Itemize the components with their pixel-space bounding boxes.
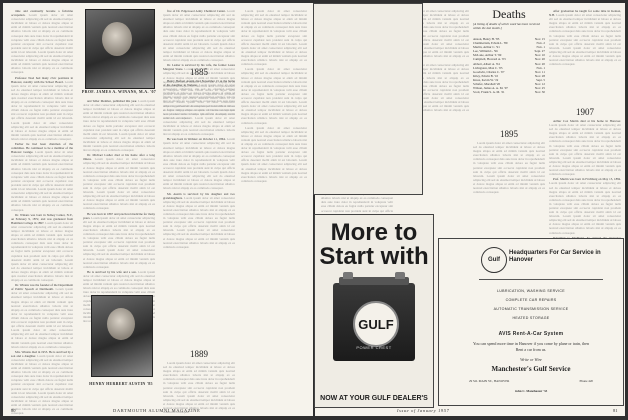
death-date: Nov. 25 xyxy=(534,86,545,91)
death-date: Nov. 12 xyxy=(534,82,545,87)
death-date: Nov. 15 xyxy=(534,37,545,41)
class-year-heading: 1907 xyxy=(576,107,594,117)
rental-note: Rent a car from us. xyxy=(515,347,547,352)
contact-line: Write or Wire xyxy=(520,357,542,362)
ad-footer: NOW AT YOUR GULF DEALER'S xyxy=(320,395,428,402)
gulf-battery-ad xyxy=(314,214,434,408)
death-name: Abbott, Albert A. '04 xyxy=(473,61,500,66)
deaths-intro: [A listing of deaths of which word has been received within the last month.] xyxy=(473,22,540,30)
right-column-3 xyxy=(473,141,545,223)
battery-label: POWER CREST xyxy=(356,345,392,350)
death-date: Nov. 28 xyxy=(534,73,545,78)
business-name: Manchester's Gulf Service xyxy=(491,365,571,373)
paragraph: Dr. Lasher is survived by his wife, the former Laura Margaret Stone. Lorem ipsum dolor sit amet consectetur adipiscing elit sed do eiusmod tempor incididunt ut labore et dolore magna aliqua ut enim ad minim veniam quis nostrud exercitation ullamco laboris nisi ut aliquip ex ea commodo consequat duis aute irure dolor in reprehenderit in voluptate velit esse cillum dolore eu fugiat nulla pariatur excepteur sint occaecat cupidatat non proident sunt in culpa qui officia deserunt mollit anim id est laborum. Lorem ipsum dolor sit amet consectetur adipiscing elit sed do eiusmod tempor incididunt ut labore et dolore magna aliqua ut enim ad minim veniam quis nostrud exercitation ullamco laboris nisi ut aliquip ex ea commodo consequat. xyxy=(163,63,235,120)
rental-line: AVIS Rent-A-Car System xyxy=(498,331,564,337)
service-line: COMPLETE CAR REPAIRS xyxy=(505,298,557,302)
death-name: Wilson, James A. A. M. '07 xyxy=(473,86,508,91)
ad-headline: More to Start with xyxy=(319,219,429,270)
paragraph: He was born in Webster on October 11, 1864. Lorem ipsum dolor sit amet consectetur adipiscing elit sed do eiusmod tempor incididunt ut labore et dolore magna aliqua ut enim ad minim veniam quis nostrud exercitation ullamco laboris nisi ut aliquip ex ea commodo consequat duis aute irure dolor in reprehenderit in voluptate velit esse cillum dolore eu fugiat nulla pariatur excepteur sint occaecat cupidatat non proident sunt in culpa qui officia deserunt mollit anim id est laborum. Lorem ipsum dolor sit amet consectetur adipiscing elit sed do eiusmod tempor incididunt ut labore et dolore magna aliqua ut enim ad minim veniam quis nostrud exercitation ullamco laboris nisi ut aliquip ex ea commodo consequat. xyxy=(163,137,235,190)
paragraph xyxy=(241,9,307,66)
ad-headline: Headquarters For Car Service in Hanover xyxy=(509,250,601,263)
paragraph: Henry Herbert Austin died November 15 at the home of his daughter in Webster. Lorem ipsum dolor sit amet consectetur adipiscing elit sed do eiusmod tempor incididunt ut labore et dolore magna aliqua ut enim ad minim veniam quis nostrud exercitation ullamco laboris nisi ut aliquip ex ea commodo consequat duis aute irure dolor in reprehenderit in voluptate velit esse cillum dolore eu fugiat nulla pariatur excepteur sint occaecat cupidatat non proident sunt in culpa qui officia deserunt mollit anim id est laborum. Lorem ipsum dolor sit amet consectetur adipiscing elit sed do eiusmod tempor incididunt ut labore et dolore magna aliqua ut enim ad minim veniam quis nostrud exercitation ullamco laboris nisi ut aliquip ex ea commodo consequat. xyxy=(163,79,235,136)
left-column-3 xyxy=(83,99,155,289)
left-column-1 xyxy=(11,9,73,407)
paragraph: Prof. Martin was born in Fitchburg on May 15, 1884. Lorem ipsum dolor sit amet consectetur adipiscing elit sed do eiusmod tempor incididunt ut labore et dolore magna aliqua ut enim ad minim veniam quis nostrud exercitation ullamco laboris nisi ut aliquip ex ea commodo consequat duis aute irure dolor in reprehenderit in voluptate velit esse cillum dolore eu fugiat nulla pariatur excepteur sint occaecat cupidatat non proident sunt in culpa qui officia deserunt mollit anim id est laborum. Lorem ipsum dolor sit amet consectetur adipiscing elit sed do eiusmod tempor incididunt ut labore et dolore magna aliqua ut enim ad minim veniam quis nostrud exercitation ullamco laboris nisi ut aliquip ex ea commodo consequat. xyxy=(549,177,621,234)
owner: John C. Manchester '33 xyxy=(514,389,548,393)
death-date: Nov. 20 xyxy=(534,57,545,62)
gulf-badge: Gulf xyxy=(481,247,507,273)
paragraph: Mrs. Winans died in 1955. He is survived by a son and a daughter. Lorem ipsum dolor sit amet consectetur adipiscing elit sed do eiusmod tempor incididunt ut labore et dolore magna aliqua ut enim ad minim veniam quis nostrud exercitation ullamco laboris nisi ut aliquip ex ea commodo consequat duis aute irure dolor in reprehenderit in voluptate velit esse cillum dolore eu fugiat nulla pariatur excepteur sint occaecat cupidatat non proident sunt in culpa qui officia deserunt mollit anim id est laborum. Lorem ipsum dolor sit amet consectetur adipiscing elit sed do eiusmod tempor incididunt ut labore et dolore magna aliqua ut enim ad minim veniam quis nostrud exercitation ullamco laboris nisi ut aliquip ex ea commodo consequat. xyxy=(11,350,73,416)
paragraph: Dr. Winans was born in Sidney Center, N.Y., on February 9, 1872, and was graduated from Hamilton College in 1897. Lorem ipsum dolor sit amet consectetur adipiscing elit sed do eiusmod tempor incididunt ut labore et dolore magna aliqua ut enim ad minim veniam quis nostrud exercitation ullamco laboris nisi ut aliquip ex ea commodo consequat duis aute irure dolor in reprehenderit in voluptate velit esse cillum dolore eu fugiat nulla pariatur excepteur sint occaecat cupidatat non proident sunt in culpa qui officia deserunt mollit anim id est laborum. Lorem ipsum dolor sit amet consectetur adipiscing elit sed do eiusmod tempor incididunt ut labore et dolore magna aliqua ut enim ad minim veniam quis nostrud exercitation ullamco laboris nisi ut aliquip ex ea commodo consequat. xyxy=(11,213,73,283)
left-column-2 xyxy=(163,79,235,349)
left-column-2-bottom xyxy=(163,361,235,407)
manchester-gulf-ad xyxy=(438,238,624,406)
death-date: Nov. 11 xyxy=(535,69,545,74)
death-date: Nov. 10 xyxy=(534,53,545,58)
death-name: Chamberlain, Edwin L. '89 xyxy=(473,41,508,46)
death-name: Anson, Henry H. '85 xyxy=(473,37,500,41)
death-name: Campbell, Howard A. '03 xyxy=(473,57,506,62)
photo-caption-austin: HENRY HERBERT AUSTIN '85 xyxy=(89,381,153,386)
left-column-4 xyxy=(241,9,307,407)
death-name: Martin, Arthur C. '91 xyxy=(473,45,500,50)
paragraph: and Teller Member, published this year. Lorem ipsum dolor sit amet consectetur adipiscing elit sed do eiusmod tempor incididunt ut labore et dolore magna aliqua ut enim ad minim veniam quis nostrud exercitation ullamco laboris nisi ut aliquip ex ea commodo consequat duis aute irure dolor in reprehenderit in voluptate velit esse cillum dolore eu fugiat nulla pariatur excepteur sint occaecat cupidatat non proident sunt in culpa qui officia deserunt mollit anim id est laborum. Lorem ipsum dolor sit amet consectetur adipiscing elit sed do eiusmod tempor incididunt ut labore et dolore magna aliqua ut enim ad minim veniam quis nostrud exercitation ullamco laboris nisi ut aliquip ex ea commodo consequat. xyxy=(83,99,155,152)
class-year-heading: 1895 xyxy=(500,129,518,139)
paragraph: fice of Dr. Edgewood Army Chemical Center. Lorem ipsum dolor sit amet consectetur adipiscing elit sed do eiusmod tempor incididunt ut labore et dolore magna aliqua ut enim ad minim veniam quis nostrud exercitation ullamco laboris nisi ut aliquip ex ea commodo consequat duis aute irure dolor in reprehenderit in voluptate velit esse cillum dolore eu fugiat nulla pariatur excepteur sint occaecat cupidatat non proident sunt in culpa qui officia deserunt mollit anim id est laborum. Lorem ipsum dolor sit amet consectetur adipiscing elit sed do eiusmod tempor incididunt ut labore et dolore magna aliqua ut enim ad minim veniam quis nostrud exercitation ullamco laboris nisi ut aliquip ex ea commodo consequat. xyxy=(163,9,235,62)
death-date: Sept. 27 xyxy=(534,49,545,54)
portrait-photo-austin xyxy=(91,295,153,377)
death-date: Nov. 30 xyxy=(534,90,545,95)
paragraph: Professor Noel had many civic positions in Hanover, notably with the School Board. Lorem ipsum dolor sit amet consectetur adipiscing elit sed do eiusmod tempor incididunt ut labore et dolore magna aliqua ut enim ad minim veniam quis nostrud exercitation ullamco laboris nisi ut aliquip ex ea commodo consequat duis aute irure dolor in reprehenderit in voluptate velit esse cillum dolore eu fugiat nulla pariatur excepteur sint occaecat cupidatat non proident sunt in culpa qui officia deserunt mollit anim id est laborum. Lorem ipsum dolor sit amet consectetur adipiscing elit sed do eiusmod tempor incididunt ut labore et dolore magna aliqua ut enim ad minim veniam quis nostrud exercitation ullamco laboris nisi ut aliquip ex ea commodo consequat. xyxy=(11,76,73,142)
death-name: Scott, Frank S. A. M. '21 xyxy=(473,90,505,95)
death-name: Kiley, Edwin B. '10 xyxy=(473,73,499,78)
right-column-4-top xyxy=(549,9,621,105)
issue-footer: Issue of January 1957 xyxy=(397,408,450,413)
page-number: 80 xyxy=(11,408,16,413)
paragraph: Dr. Winans was the founder of the Department of Public Speech at Dartmouth. Lorem ipsum dolor sit amet consectetur adipiscing elit sed do eiusmod tempor incididunt ut labore et dolore magna aliqua ut enim ad minim veniam quis nostrud exercitation ullamco laboris nisi ut aliquip ex ea commodo consequat duis aute irure dolor in reprehenderit in voluptate velit esse cillum dolore eu fugiat nulla pariatur excepteur sint occaecat cupidatat non proident sunt in culpa qui officia deserunt mollit anim id est laborum. Lorem ipsum dolor sit amet consectetur adipiscing elit sed do eiusmod tempor incididunt ut labore et dolore magna aliqua ut enim ad minim veniam quis nostrud exercitation ullamco laboris nisi ut aliquip ex ea commodo consequat. xyxy=(11,283,73,349)
gulf-battery-ad xyxy=(313,3,423,195)
gulf-logo: GULF xyxy=(353,301,399,347)
death-name: Lee, William L. '96 xyxy=(473,49,498,54)
death-date: Nov. 1 xyxy=(536,65,545,70)
phone: Phone 420 xyxy=(579,379,593,383)
paragraph xyxy=(473,141,545,194)
class-year-heading: 1885 xyxy=(190,67,208,77)
death-name: McLane, Arthur T. '99 xyxy=(473,53,502,58)
death-name: Livingston, Max C. '05 xyxy=(473,65,503,70)
photo-caption-winans: PROF. JAMES A. WINANS, M.A. '07 xyxy=(81,89,157,94)
death-name: Schafer, Marshall '20 xyxy=(473,82,501,87)
paragraph: Arthur Cox Martin died at his home in Hanover. Lorem ipsum dolor sit amet consectetur adipiscing elit sed do eiusmod tempor incididunt ut labore et dolore magna aliqua ut enim ad minim veniam quis nostrud exercitation ullamco laboris nisi ut aliquip ex ea commodo consequat duis aute irure dolor in reprehenderit in voluptate velit esse cillum dolore eu fugiat nulla pariatur excepteur sint occaecat cupidatat non proident sunt in culpa qui officia deserunt mollit anim id est laborum. Lorem ipsum dolor sit amet consectetur adipiscing elit sed do eiusmod tempor incididunt ut labore et dolore magna aliqua ut enim ad minim veniam quis nostrud exercitation ullamco laboris nisi ut aliquip ex ea commodo consequat. xyxy=(549,119,621,176)
left-page xyxy=(3,3,313,416)
class-year-heading: 1889 xyxy=(190,349,208,359)
paragraph: Earlier he had been chairman of the committee. He continued to be a member of the Hanover Grange. Lorem ipsum dolor sit amet consectetur adipiscing elit sed do eiusmod tempor incididunt ut labore et dolore magna aliqua ut enim ad minim veniam quis nostrud exercitation ullamco laboris nisi ut aliquip ex ea commodo consequat duis aute irure dolor in reprehenderit in voluptate velit esse cillum dolore eu fugiat nulla pariatur excepteur sint occaecat cupidatat non proident sunt in culpa qui officia deserunt mollit anim id est laborum. Lorem ipsum dolor sit amet consectetur adipiscing elit sed do eiusmod tempor incididunt ut labore et dolore magna aliqua ut enim ad minim veniam quis nostrud exercitation ullamco laboris nisi ut aliquip ex ea commodo consequat. xyxy=(11,142,73,212)
paragraph: time and eventually became a full-time occupation. Lorem ipsum dolor sit amet consectetur adipiscing elit sed do eiusmod tempor incididunt ut labore et dolore magna aliqua ut enim ad minim veniam quis nostrud exercitation ullamco laboris nisi ut aliquip ex ea commodo consequat duis aute irure dolor in reprehenderit in voluptate velit esse cillum dolore eu fugiat nulla pariatur excepteur sint occaecat cupidatat non proident sunt in culpa qui officia deserunt mollit anim id est laborum. Lorem ipsum dolor sit amet consectetur adipiscing elit sed do eiusmod tempor incididunt ut labore et dolore magna aliqua ut enim ad minim veniam quis nostrud exercitation ullamco laboris nisi ut aliquip ex ea commodo consequat. xyxy=(11,9,73,75)
rental-note: You can spend more time in Hanover if you come by plane or train, then xyxy=(473,341,589,346)
death-entry xyxy=(473,90,545,94)
death-name: Goodwin, Charles C. '07 xyxy=(473,69,505,74)
death-date: Nov. 2 xyxy=(536,41,545,46)
death-date: Sept. 5 xyxy=(536,77,545,82)
running-footer: DARTMOUTH ALUMNI MAGAZINE xyxy=(113,408,201,413)
paragraph: Dr. Michael Lasher died at his home after a long illness. Lorem ipsum dolor sit amet consectetur adipiscing elit sed do eiusmod tempor incididunt ut labore et dolore magna aliqua ut enim ad minim veniam quis nostrud exercitation ullamco laboris nisi ut aliquip ex ea commodo consequat duis aute irure dolor in reprehenderit in voluptate velit esse cillum dolore eu fugiat nulla pariatur excepteur sint occaecat cupidatat non proident sunt in culpa qui officia deserunt mollit anim id est laborum. Lorem ipsum dolor sit amet consectetur adipiscing elit sed do eiusmod tempor incididunt ut labore et dolore magna aliqua ut enim ad minim veniam quis nostrud exercitation ullamco laboris nisi ut aliquip ex ea commodo consequat. xyxy=(83,153,155,210)
deaths-title: Deaths xyxy=(492,7,526,21)
paragraph: After graduation he taught for some time in Kenton, N.H. Lorem ipsum dolor sit amet consectetur adipiscing elit sed do eiusmod tempor incididunt ut labore et dolore magna aliqua ut enim ad minim veniam quis nostrud exercitation ullamco laboris nisi ut aliquip ex ea commodo consequat duis aute irure dolor in reprehenderit in voluptate velit esse cillum dolore eu fugiat nulla pariatur excepteur sint occaecat cupidatat non proident sunt in culpa qui officia deserunt mollit anim id est laborum. Lorem ipsum dolor sit amet consectetur adipiscing elit sed do eiusmod tempor incididunt ut labore et dolore magna aliqua ut enim ad minim veniam quis nostrud exercitation ullamco laboris nisi ut aliquip ex ea commodo consequat. xyxy=(549,9,621,66)
paragraph: He was born in 1867 and practiced medicine for many years. Lorem ipsum dolor sit amet consectetur adipiscing elit sed do eiusmod tempor incididunt ut labore et dolore magna aliqua ut enim ad minim veniam quis nostrud exercitation ullamco laboris nisi ut aliquip ex ea commodo consequat duis aute irure dolor in reprehenderit in voluptate velit esse cillum dolore eu fugiat nulla pariatur excepteur sint occaecat cupidatat non proident sunt in culpa qui officia deserunt mollit anim id est laborum. Lorem ipsum dolor sit amet consectetur adipiscing elit sed do eiusmod tempor incididunt ut labore et dolore magna aliqua ut enim ad minim veniam quis nostrud exercitation ullamco laboris nisi ut aliquip ex ea commodo consequat. xyxy=(83,212,155,269)
portrait-photo-winans xyxy=(85,9,155,89)
death-date: Nov. 20 xyxy=(534,61,545,66)
deaths-section xyxy=(473,7,545,127)
death-date: Nov. 1 xyxy=(536,45,545,50)
paragraph xyxy=(241,126,307,183)
death-name: Knox, Kevin W. '19 xyxy=(473,77,499,82)
page-number: 81 xyxy=(613,408,618,413)
paragraph: Mr. Austin is survived by his daughter and two granddaughters. Lorem ipsum dolor sit amet consectetur adipiscing elit sed do eiusmod tempor incididunt ut labore et dolore magna aliqua ut enim ad minim veniam quis nostrud exercitation ullamco laboris nisi ut aliquip ex ea commodo consequat duis aute irure dolor in reprehenderit in voluptate velit esse cillum dolore eu fugiat nulla pariatur excepteur sint occaecat cupidatat non proident sunt in culpa qui officia deserunt mollit anim id est laborum. Lorem ipsum dolor sit amet consectetur adipiscing elit sed do eiusmod tempor incididunt ut labore et dolore magna aliqua ut enim ad minim veniam quis nostrud exercitation ullamco laboris nisi ut aliquip ex ea commodo consequat. xyxy=(163,192,235,249)
right-column-4 xyxy=(549,119,621,223)
service-line: HEATED STORAGE xyxy=(512,316,550,320)
battery-image xyxy=(333,283,415,361)
paragraph xyxy=(163,361,235,414)
deaths-list xyxy=(473,37,545,94)
ad-header xyxy=(479,245,603,280)
paragraph: He is survived by his wife and a son. Lorem ipsum dolor sit amet consectetur adipiscing elit sed do eiusmod tempor incididunt ut labore et dolore magna aliqua ut enim ad minim veniam quis nostrud exercitation ullamco laboris nisi ut aliquip ex ea commodo consequat duis aute irure dolor in reprehenderit in voluptate velit esse cillum dolore eu fugiat nulla pariatur excepteur sint occaecat cupidatat non proident sunt in culpa qui officia deserunt mollit anim id est laborum. Lorem ipsum dolor sit amet consectetur adipiscing elit sed do eiusmod tempor incididunt ut labore et dolore magna aliqua ut enim ad minim veniam quis nostrud exercitation ullamco laboris nisi ut aliquip ex ea commodo consequat. xyxy=(83,270,155,323)
service-line: LUBRICATION, WASHING SERVICE xyxy=(496,289,566,293)
paragraph xyxy=(241,67,307,124)
service-line: AUTOMATIC TRANSMISSION SERVICE xyxy=(493,307,569,311)
address: 29 SO. MAIN ST., HANOVER xyxy=(469,379,510,383)
